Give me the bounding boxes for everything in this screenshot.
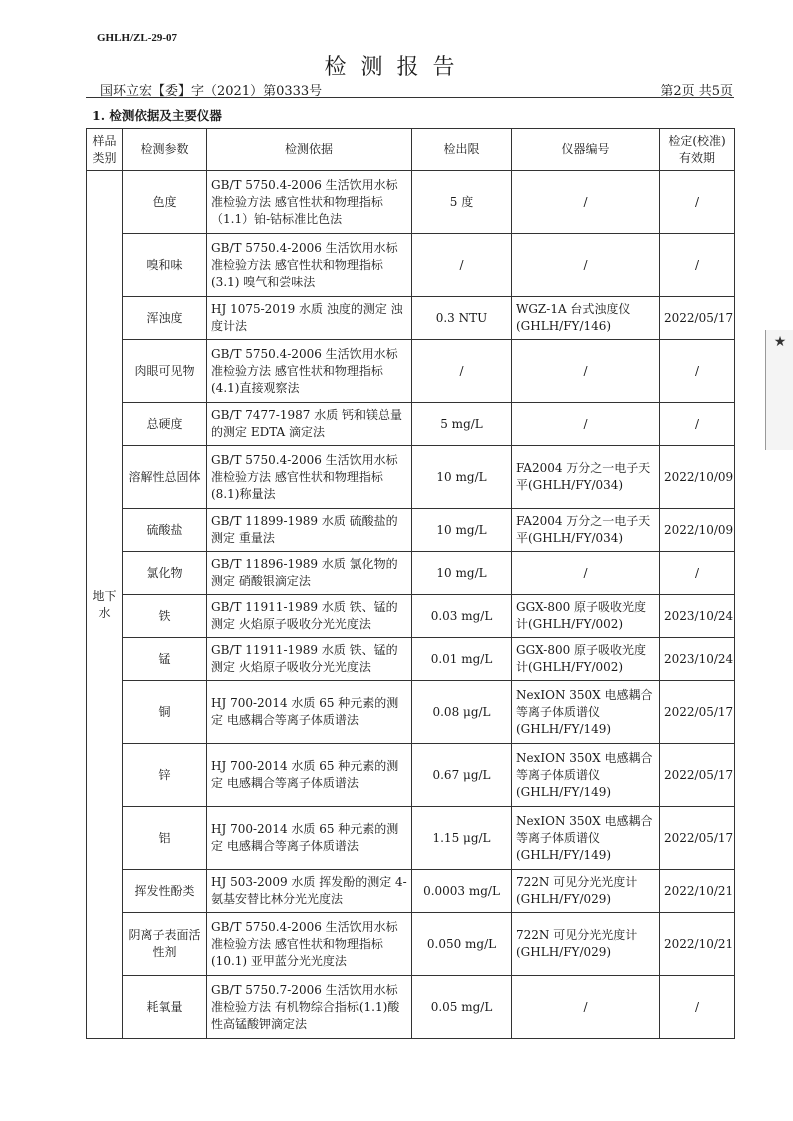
limit-cell: 1.15 μg/L <box>412 807 512 870</box>
limit-cell: 0.05 mg/L <box>412 976 512 1039</box>
param-cell: 锌 <box>123 744 207 807</box>
star-icon: ★ <box>773 334 787 350</box>
param-cell: 硫酸盐 <box>123 509 207 552</box>
basis-cell: GB/T 5750.4-2006 生活饮用水标准检验方法 感官性状和物理指标(10.1) 亚甲蓝分光光度法 <box>207 913 412 976</box>
basis-cell: HJ 503-2009 水质 挥发酚的测定 4-氨基安替比林分光光度法 <box>207 870 412 913</box>
instrument-cell: / <box>512 976 660 1039</box>
param-cell: 肉眼可见物 <box>123 340 207 403</box>
instrument-cell: / <box>512 171 660 234</box>
validity-cell: 2022/10/21 <box>660 913 735 976</box>
table-row <box>87 171 735 234</box>
basis-cell: GB/T 11896-1989 水质 氯化物的测定 硝酸银滴定法 <box>207 552 412 595</box>
param-cell: 阴离子表面活性剂 <box>123 913 207 976</box>
instrument-cell: WGZ-1A 台式浊度仪(GHLH/FY/146) <box>512 297 660 340</box>
param-cell: 浑浊度 <box>123 297 207 340</box>
column-header: 检定(校准)有效期 <box>660 129 735 171</box>
param-cell: 色度 <box>123 171 207 234</box>
validity-cell: 2022/05/17 <box>660 681 735 744</box>
limit-cell: 0.08 μg/L <box>412 681 512 744</box>
instrument-cell: / <box>512 234 660 297</box>
validity-cell: 2022/05/17 <box>660 297 735 340</box>
param-cell: 铁 <box>123 595 207 638</box>
column-header: 样品类别 <box>87 129 123 171</box>
validity-cell: 2023/10/24 <box>660 595 735 638</box>
validity-cell: / <box>660 552 735 595</box>
validity-cell: / <box>660 171 735 234</box>
param-cell: 嗅和味 <box>123 234 207 297</box>
column-header: 检测依据 <box>207 129 412 171</box>
limit-cell: / <box>412 340 512 403</box>
limit-cell: 10 mg/L <box>412 509 512 552</box>
instrument-cell: NexION 350X 电感耦合等离子体质谱仪(GHLH/FY/149) <box>512 744 660 807</box>
instrument-cell: / <box>512 403 660 446</box>
basis-cell: GB/T 11911-1989 水质 铁、锰的测定 火焰原子吸收分光光度法 <box>207 595 412 638</box>
document-code: GHLH/ZL-29-07 <box>97 32 178 44</box>
limit-cell: 0.3 NTU <box>412 297 512 340</box>
param-cell: 锰 <box>123 638 207 681</box>
validity-cell: / <box>660 234 735 297</box>
instrument-cell: / <box>512 552 660 595</box>
page-info: 第2页 共5页 <box>660 84 733 99</box>
basis-cell: HJ 700-2014 水质 65 种元素的测定 电感耦合等离子体质谱法 <box>207 807 412 870</box>
limit-cell: 0.67 μg/L <box>412 744 512 807</box>
limit-cell: 0.01 mg/L <box>412 638 512 681</box>
param-cell: 铝 <box>123 807 207 870</box>
param-cell: 耗氧量 <box>123 976 207 1039</box>
table-row <box>87 595 735 638</box>
basis-cell: GB/T 11899-1989 水质 硫酸盐的测定 重量法 <box>207 509 412 552</box>
instrument-cell: FA2004 万分之一电子天平(GHLH/FY/034) <box>512 446 660 509</box>
basis-cell: GB/T 5750.4-2006 生活饮用水标准检验方法 感官性状和物理指标 （1.1）铂-钴标准比色法 <box>207 171 412 234</box>
validity-cell: 2022/10/09 <box>660 509 735 552</box>
basis-cell: GB/T 5750.4-2006 生活饮用水标准检验方法 感官性状和物理指标(4.1)直接观察法 <box>207 340 412 403</box>
header-divider <box>86 97 734 98</box>
validity-cell: / <box>660 976 735 1039</box>
basis-cell: HJ 1075-2019 水质 浊度的测定 浊度计法 <box>207 297 412 340</box>
validity-cell: 2023/10/24 <box>660 638 735 681</box>
instrument-cell: NexION 350X 电感耦合等离子体质谱仪(GHLH/FY/149) <box>512 681 660 744</box>
param-cell: 铜 <box>123 681 207 744</box>
instrument-cell: / <box>512 340 660 403</box>
param-cell: 总硬度 <box>123 403 207 446</box>
validity-cell: / <box>660 403 735 446</box>
limit-cell: 0.050 mg/L <box>412 913 512 976</box>
table-row <box>87 681 735 744</box>
table-row <box>87 976 735 1039</box>
instrument-cell: FA2004 万分之一电子天平(GHLH/FY/034) <box>512 509 660 552</box>
section-title: 1. 检测依据及主要仪器 <box>92 108 222 123</box>
instrument-cell: 722N 可见分光光度计(GHLH/FY/029) <box>512 913 660 976</box>
instrument-cell: GGX-800 原子吸收光度计(GHLH/FY/002) <box>512 595 660 638</box>
table-row <box>87 913 735 976</box>
report-title: 检测报告 <box>324 55 469 80</box>
table-row <box>87 340 735 403</box>
table-row <box>87 638 735 681</box>
validity-cell: 2022/05/17 <box>660 744 735 807</box>
instrument-table <box>86 128 735 1039</box>
limit-cell: 5 度 <box>412 171 512 234</box>
table-row <box>87 552 735 595</box>
column-header: 检出限 <box>412 129 512 171</box>
validity-cell: 2022/10/21 <box>660 870 735 913</box>
basis-cell: GB/T 5750.7-2006 生活饮用水标准检验方法 有机物综合指标(1.1)酸性高锰酸钾滴定法 <box>207 976 412 1039</box>
seal-stamp-fragment <box>765 330 793 450</box>
report-number: 国环立宏【委】字（2021）第0333号 <box>100 84 323 99</box>
basis-cell: GB/T 11911-1989 水质 铁、锰的测定 火焰原子吸收分光光度法 <box>207 638 412 681</box>
column-header: 检测参数 <box>123 129 207 171</box>
table-row <box>87 744 735 807</box>
table-row <box>87 870 735 913</box>
table-row <box>87 403 735 446</box>
limit-cell: 5 mg/L <box>412 403 512 446</box>
table-row <box>87 234 735 297</box>
param-cell: 氯化物 <box>123 552 207 595</box>
limit-cell: 0.03 mg/L <box>412 595 512 638</box>
table-row <box>87 297 735 340</box>
validity-cell: / <box>660 340 735 403</box>
instrument-cell: 722N 可见分光光度计(GHLH/FY/029) <box>512 870 660 913</box>
table-row <box>87 807 735 870</box>
limit-cell: 0.0003 mg/L <box>412 870 512 913</box>
table-header-row <box>87 129 735 171</box>
limit-cell: 10 mg/L <box>412 552 512 595</box>
table-row <box>87 446 735 509</box>
basis-cell: HJ 700-2014 水质 65 种元素的测定 电感耦合等离子体质谱法 <box>207 744 412 807</box>
validity-cell: 2022/05/17 <box>660 807 735 870</box>
instrument-cell: NexION 350X 电感耦合等离子体质谱仪(GHLH/FY/149) <box>512 807 660 870</box>
basis-cell: GB/T 5750.4-2006 生活饮用水标准检验方法 感官性状和物理指标 (8.1)称量法 <box>207 446 412 509</box>
param-cell: 挥发性酚类 <box>123 870 207 913</box>
instrument-cell: GGX-800 原子吸收光度计(GHLH/FY/002) <box>512 638 660 681</box>
limit-cell: / <box>412 234 512 297</box>
column-header: 仪器编号 <box>512 129 660 171</box>
limit-cell: 10 mg/L <box>412 446 512 509</box>
validity-cell: 2022/10/09 <box>660 446 735 509</box>
table-row <box>87 509 735 552</box>
basis-cell: HJ 700-2014 水质 65 种元素的测定 电感耦合等离子体质谱法 <box>207 681 412 744</box>
basis-cell: GB/T 7477-1987 水质 钙和镁总量的测定 EDTA 滴定法 <box>207 403 412 446</box>
param-cell: 溶解性总固体 <box>123 446 207 509</box>
basis-cell: GB/T 5750.4-2006 生活饮用水标准检验方法 感官性状和物理指标(3.1) 嗅气和尝味法 <box>207 234 412 297</box>
sample-type-cell: 地下水 <box>87 171 123 1039</box>
